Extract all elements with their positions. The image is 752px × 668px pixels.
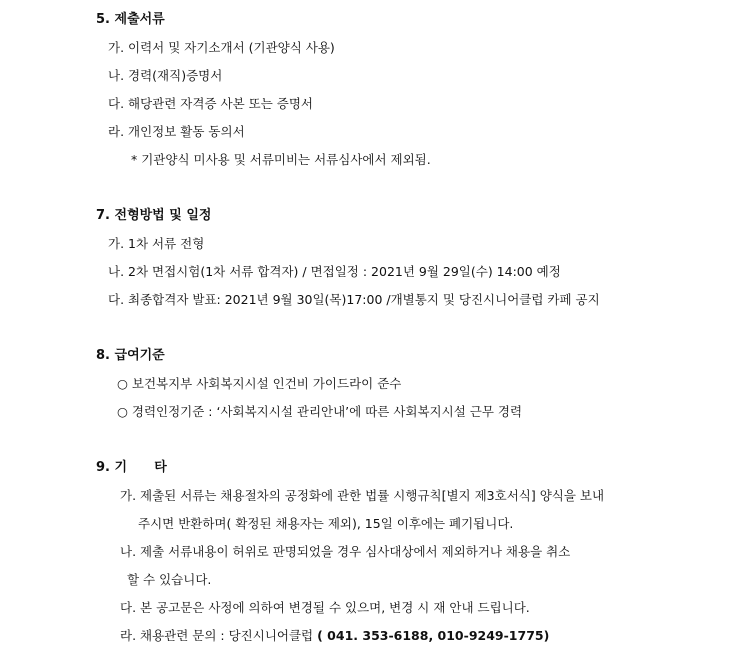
- documents-item-privacy-consent: 라. 개인정보 활동 동의서: [108, 124, 245, 139]
- selection-item-interview: 나. 2차 면접시험(1차 서류 합격자) / 면접일정 : 2021년 9월 29일(수) 14:00 예정: [108, 264, 561, 279]
- documents-note: * 기관양식 미사용 및 서류미비는 서류심사에서 제외됨.: [131, 152, 431, 167]
- etc-item-change-notice: 다. 본 공고문은 사정에 의하여 변경될 수 있으며, 변경 시 재 안내 드립니다.: [120, 600, 530, 615]
- etc-item-contact: [120, 628, 549, 644]
- contact-phone-numbers: ( 041. 353-6188, 010-9249-1775): [317, 628, 550, 643]
- etc-item-false-info-cont: 할 수 있습니다.: [127, 572, 212, 587]
- selection-item-document-screening: 가. 1차 서류 전형: [108, 236, 205, 251]
- contact-prefix: 라. 채용관련 문의 : 당진시니어클럽: [120, 628, 318, 643]
- etc-item-return-documents-cont: 주시면 반환하며( 확정된 채용자는 제외), 15일 이후에는 폐기됩니다.: [138, 516, 514, 531]
- section-title-salary: 8. 급여기준: [96, 348, 165, 363]
- etc-item-false-info: 나. 제출 서류내용이 허위로 판명되었을 경우 심사대상에서 제외하거나 채용을 취소: [120, 544, 571, 559]
- section-title-etc: 9. 기 타: [96, 460, 167, 475]
- section-title-selection: 7. 전형방법 및 일정: [96, 208, 212, 223]
- selection-item-final-announcement: 다. 최종합격자 발표: 2021년 9월 30일(목)17:00 /개별통지 및 당진시니어클럽 카페 공지: [108, 292, 600, 307]
- etc-item-return-documents: 가. 제출된 서류는 채용절차의 공정화에 관한 법률 시행규칙[별지 제3호서식] 양식을 보내: [120, 488, 605, 503]
- salary-item-guideline: ○ 보건복지부 사회복지시설 인건비 가이드라이 준수: [117, 376, 402, 391]
- documents-item-license-copy: 다. 해당관련 자격증 사본 또는 증명서: [108, 96, 313, 111]
- section-title-documents: 5. 제출서류: [96, 12, 165, 27]
- salary-item-career-recognition: ○ 경력인정기준 : ‘사회복지시설 관리안내’에 따른 사회복지시설 근무 경력: [117, 404, 523, 419]
- documents-item-career-certificate: 나. 경력(재직)증명서: [108, 68, 223, 83]
- documents-item-resume: 가. 이력서 및 자기소개서 (기관양식 사용): [108, 40, 335, 55]
